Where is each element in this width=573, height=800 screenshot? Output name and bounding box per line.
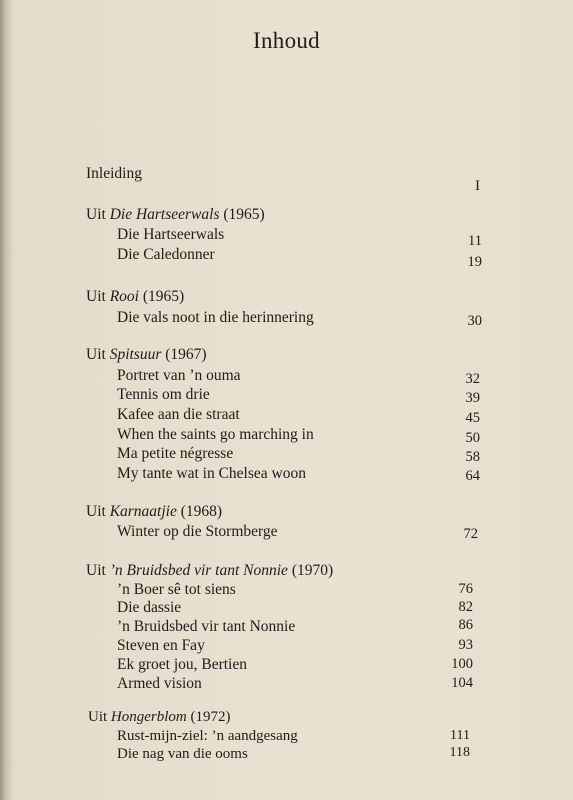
toc-entry-page: 118 bbox=[449, 745, 470, 760]
section-prefix: Uit bbox=[86, 503, 106, 520]
toc-entry-title: Steven en Fay bbox=[117, 637, 205, 654]
section-prefix: Uit bbox=[88, 709, 108, 725]
section-heading bbox=[86, 346, 207, 364]
toc-entry-title: Ek groet jou, Bertien bbox=[117, 656, 247, 673]
section-prefix: Uit bbox=[86, 288, 106, 305]
toc-entry-title: ’n Bruidsbed vir tant Nonnie bbox=[117, 618, 296, 635]
section-heading bbox=[88, 709, 231, 726]
toc-entry-title: Rust-mijn-ziel: ’n aandgesang bbox=[117, 728, 298, 744]
section-prefix: Uit bbox=[86, 562, 106, 579]
section-book-title: ’n Bruidsbed vir tant Nonnie bbox=[109, 562, 288, 579]
toc-entry-page: 82 bbox=[458, 599, 473, 615]
toc-entry-title: Die Caledonner bbox=[117, 246, 215, 263]
toc-entry-page: 50 bbox=[465, 430, 480, 446]
toc-entry-page: 100 bbox=[451, 656, 473, 672]
toc-entry-page: 19 bbox=[467, 254, 482, 270]
intro-label: Inleiding bbox=[86, 165, 142, 182]
toc-entry-page: 39 bbox=[465, 390, 480, 406]
toc-entry-page: 11 bbox=[468, 233, 482, 249]
toc-entry-title: Ma petite négresse bbox=[117, 445, 234, 462]
section-book-title: Die Hartseerwals bbox=[109, 206, 220, 223]
toc-entry-title: Winter op die Stormberge bbox=[117, 523, 278, 540]
section-year: (1965) bbox=[142, 288, 185, 305]
toc-entry-title: Tennis om drie bbox=[117, 386, 210, 403]
toc-entry-title: Die vals noot in die herinnering bbox=[117, 309, 314, 326]
toc-entry-title: Die dassie bbox=[117, 599, 182, 616]
toc-entry-page: 93 bbox=[458, 637, 473, 653]
toc-entry-page: 45 bbox=[465, 410, 480, 426]
section-book-title: Spitsuur bbox=[109, 346, 162, 363]
toc-entry-title: ’n Boer sê tot siens bbox=[117, 581, 236, 598]
section-book-title: Hongerblom bbox=[110, 709, 187, 725]
section-book-title: Rooi bbox=[109, 288, 139, 305]
section-book-title: Karnaatjie bbox=[109, 503, 177, 520]
toc-entry-title: Armed vision bbox=[117, 675, 202, 692]
toc-entry-page: 76 bbox=[458, 581, 473, 597]
section-prefix: Uit bbox=[86, 346, 106, 363]
section-year: (1972) bbox=[190, 709, 231, 725]
toc-entry-title: When the saints go marching in bbox=[117, 426, 314, 443]
section-year: (1967) bbox=[165, 346, 207, 363]
toc-entry-title: Portret van ’n ouma bbox=[117, 367, 241, 384]
toc-entry-page: 111 bbox=[450, 728, 470, 743]
section-heading bbox=[86, 288, 184, 306]
toc-entry-title: Die nag van die ooms bbox=[117, 746, 248, 762]
toc-entry-title: My tante wat in Chelsea woon bbox=[117, 465, 306, 482]
intro-page: I bbox=[475, 178, 480, 194]
toc-entry-title: Kafee aan die straat bbox=[117, 406, 240, 423]
section-prefix: Uit bbox=[86, 206, 106, 223]
section-heading bbox=[86, 562, 333, 580]
section-heading bbox=[86, 206, 265, 224]
toc-entry-page: 86 bbox=[458, 617, 473, 633]
section-year: (1965) bbox=[223, 206, 265, 223]
section-year: (1968) bbox=[180, 503, 223, 520]
toc-entry-page: 64 bbox=[465, 468, 480, 484]
section-heading bbox=[86, 503, 222, 521]
toc-entry-page: 72 bbox=[463, 526, 478, 542]
toc-entry-page: 32 bbox=[465, 371, 480, 387]
page-title: Inhoud bbox=[253, 28, 320, 53]
toc-entry-title: Die Hartseerwals bbox=[117, 226, 225, 243]
toc-entry-page: 58 bbox=[465, 449, 480, 465]
toc-entry-page: 30 bbox=[467, 313, 482, 329]
section-year: (1970) bbox=[291, 562, 334, 579]
toc-entry-page: 104 bbox=[451, 675, 473, 691]
